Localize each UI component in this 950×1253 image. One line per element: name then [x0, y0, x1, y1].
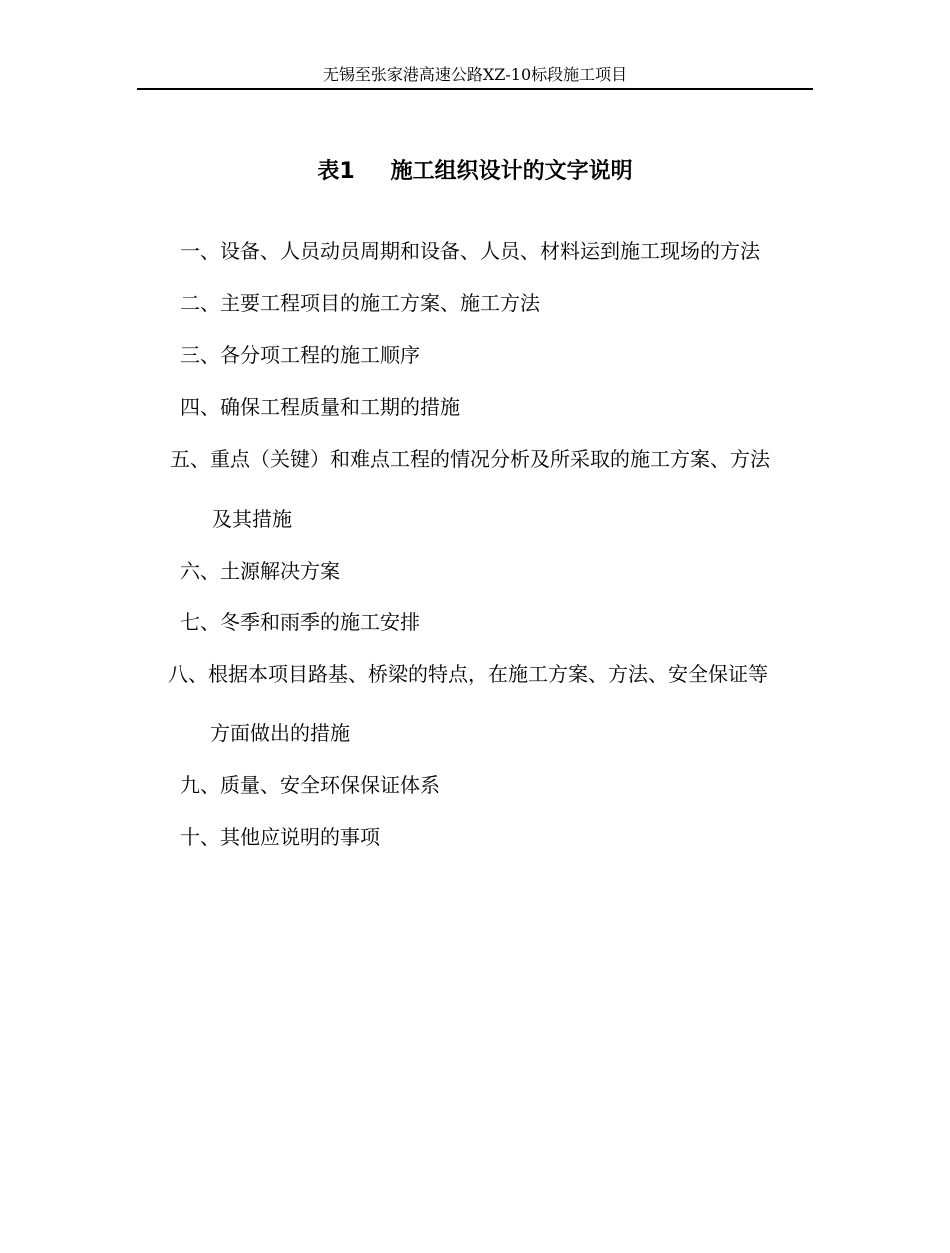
list-item: 十、其他应说明的事项: [180, 825, 380, 849]
list-item-continuation: 及其措施: [212, 507, 292, 531]
list-item: 九、质量、安全环保保证体系: [180, 773, 440, 797]
list-item: 一、设备、人员动员周期和设备、人员、材料运到施工现场的方法: [180, 239, 760, 263]
running-header-text: 无锡至张家港高速公路XZ-10标段施工项目: [322, 65, 628, 84]
title-text: 施工组织设计的文字说明: [390, 159, 633, 184]
list-item: 三、各分项工程的施工顺序: [180, 343, 420, 367]
list-item: 五、重点（关键）和难点工程的情况分析及所采取的施工方案、方法: [170, 447, 770, 471]
list-item-continuation: 方面做出的措施: [210, 721, 350, 745]
table-number: 表1: [317, 159, 355, 184]
list-item: 六、土源解决方案: [180, 559, 340, 583]
list-item: 二、主要工程项目的施工方案、施工方法: [180, 291, 540, 315]
list-item: 四、确保工程质量和工期的措施: [180, 395, 460, 419]
list-item: 七、冬季和雨季的施工安排: [180, 610, 420, 634]
list-item: 八、根据本项目路基、桥梁的特点，在施工方案、方法、安全保证等: [168, 662, 768, 686]
